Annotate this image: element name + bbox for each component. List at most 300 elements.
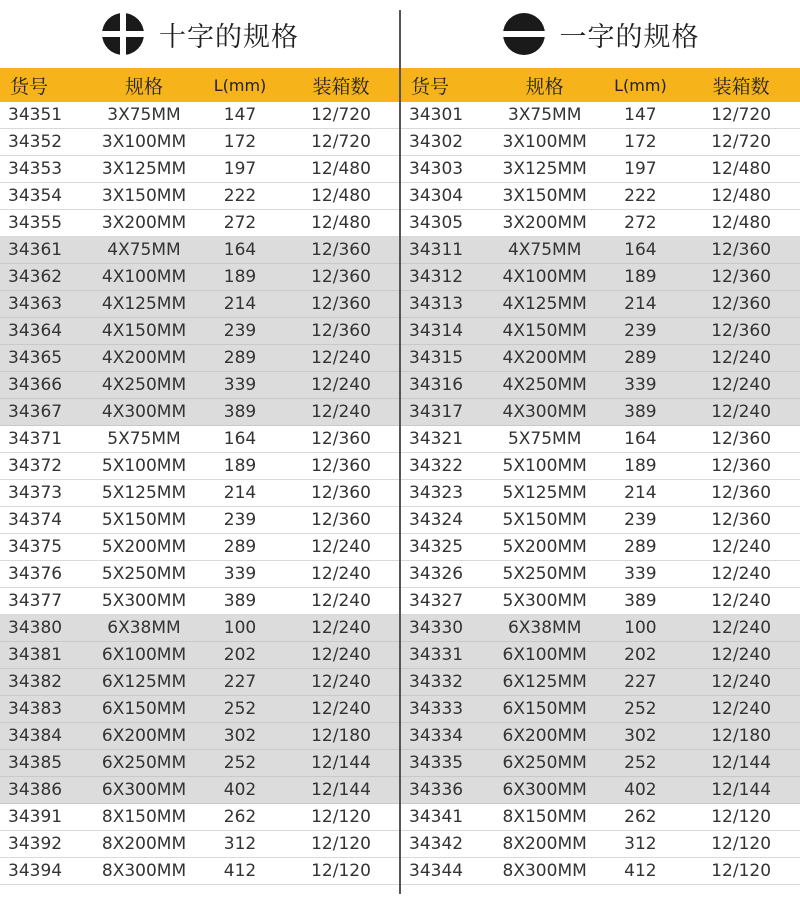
item-no-cell: 34323 (409, 483, 464, 503)
item-no-cell: 34324 (409, 510, 464, 530)
length-cell: 252 (624, 753, 657, 773)
item-no-cell: 34322 (409, 456, 464, 476)
length-cell: 402 (223, 780, 257, 800)
item-no-cell: 34381 (8, 645, 63, 665)
table-row (401, 345, 800, 372)
item-no-cell: 34336 (409, 780, 464, 800)
item-no-cell: 34332 (409, 672, 464, 692)
table-row (0, 237, 400, 264)
item-no-cell: 34312 (409, 267, 464, 287)
spec-cell: 6X150MM (502, 699, 587, 719)
table-row (401, 102, 800, 129)
carton-qty-cell: 12/240 (711, 618, 772, 638)
carton-qty-cell: 12/240 (711, 564, 772, 584)
length-cell: 214 (624, 294, 657, 314)
table-row (0, 480, 400, 507)
item-no-cell: 34341 (409, 807, 464, 827)
item-no-cell: 34362 (8, 267, 63, 287)
table-row (0, 723, 400, 750)
carton-qty-cell: 12/360 (311, 240, 371, 260)
spec-cell: 6X250MM (101, 753, 187, 773)
item-no-cell: 34392 (8, 834, 63, 854)
length-cell: 214 (223, 294, 257, 314)
item-no-cell: 34305 (409, 213, 464, 233)
item-no-cell: 34372 (8, 456, 63, 476)
spec-cell: 8X200MM (101, 834, 187, 854)
spec-cell: 6X250MM (502, 753, 587, 773)
slotted-panel (401, 0, 800, 904)
item-no-cell: 34383 (8, 699, 63, 719)
table-row (401, 669, 800, 696)
table-row (401, 183, 800, 210)
item-no-cell: 34373 (8, 483, 63, 503)
table-row (401, 615, 800, 642)
length-cell: 202 (624, 645, 657, 665)
length-cell: 412 (223, 861, 257, 881)
carton-qty-cell: 12/240 (311, 564, 371, 584)
carton-qty-cell: 12/360 (711, 267, 772, 287)
spec-cell: 4X300MM (502, 402, 587, 422)
spec-cell: 5X200MM (502, 537, 587, 557)
length-cell: 272 (223, 213, 257, 233)
table-row (0, 210, 400, 237)
carton-qty-cell: 12/240 (711, 645, 772, 665)
table-row (401, 831, 800, 858)
carton-qty-cell: 12/120 (711, 834, 772, 854)
table-row (401, 480, 800, 507)
item-no-cell: 34367 (8, 402, 63, 422)
spec-cell: 4X250MM (502, 375, 587, 395)
carton-qty-cell: 12/240 (311, 645, 371, 665)
length-cell: 262 (223, 807, 257, 827)
spec-cell: 3X200MM (502, 213, 587, 233)
table-row (0, 453, 400, 480)
carton-qty-cell: 12/360 (311, 267, 371, 287)
table-row (401, 318, 800, 345)
item-no-cell: 34375 (8, 537, 63, 557)
table-row (401, 588, 800, 615)
table-row (0, 345, 400, 372)
carton-qty-cell: 12/240 (311, 618, 371, 638)
spec-cell: 4X250MM (101, 375, 187, 395)
carton-qty-cell: 12/240 (311, 375, 371, 395)
item-no-cell: 34382 (8, 672, 63, 692)
carton-qty-cell: 12/480 (711, 213, 772, 233)
carton-qty-cell: 12/360 (311, 456, 371, 476)
length-cell: 239 (624, 510, 657, 530)
item-no-cell: 34304 (409, 186, 464, 206)
length-cell: 189 (223, 267, 257, 287)
length-cell: 312 (624, 834, 657, 854)
spec-cell: 6X125MM (502, 672, 587, 692)
table-row (0, 183, 400, 210)
length-cell: 289 (223, 348, 257, 368)
spec-cell: 4X200MM (101, 348, 187, 368)
item-no-cell: 34302 (409, 132, 464, 152)
carton-qty-cell: 12/360 (711, 510, 772, 530)
spec-cell: 3X200MM (101, 213, 187, 233)
carton-qty-cell: 12/144 (311, 780, 371, 800)
spec-cell: 6X38MM (107, 618, 181, 638)
spec-cell: 3X150MM (502, 186, 587, 206)
spec-cell: 8X150MM (101, 807, 187, 827)
carton-qty-cell: 12/360 (711, 456, 772, 476)
item-no-cell: 34371 (8, 429, 63, 449)
table-row (0, 804, 400, 831)
length-cell: 222 (223, 186, 257, 206)
length-cell: 302 (624, 726, 657, 746)
carton-qty-cell: 12/144 (311, 753, 371, 773)
table-row (0, 777, 400, 804)
length-cell: 239 (223, 510, 257, 530)
spec-cell: 5X75MM (507, 429, 582, 449)
length-cell: 164 (223, 240, 257, 260)
table-row (401, 210, 800, 237)
length-cell: 147 (223, 105, 257, 125)
table-row (401, 507, 800, 534)
carton-qty-cell: 12/120 (711, 807, 772, 827)
spec-cell: 4X150MM (502, 321, 587, 341)
table-row (401, 750, 800, 777)
phillips-table-header (0, 68, 400, 102)
spec-cell: 4X200MM (502, 348, 587, 368)
table-row (0, 696, 400, 723)
table-row (0, 291, 400, 318)
table-row (401, 642, 800, 669)
spec-cell: 5X125MM (502, 483, 587, 503)
item-no-cell: 34386 (8, 780, 63, 800)
item-no-cell: 34317 (409, 402, 464, 422)
spec-cell: 6X200MM (502, 726, 587, 746)
carton-qty-cell: 12/360 (311, 510, 371, 530)
slotted-table-body (401, 102, 800, 885)
length-cell: 147 (624, 105, 657, 125)
table-row (0, 264, 400, 291)
item-no-cell: 34314 (409, 321, 464, 341)
item-no-cell: 34313 (409, 294, 464, 314)
item-no-cell: 34384 (8, 726, 63, 746)
table-row (0, 129, 400, 156)
length-cell: 202 (223, 645, 257, 665)
spec-cell: 5X125MM (101, 483, 187, 503)
item-no-cell: 34353 (8, 159, 63, 179)
spec-cell: 5X200MM (101, 537, 187, 557)
table-row (401, 534, 800, 561)
item-no-cell: 34374 (8, 510, 63, 530)
carton-qty-cell: 12/360 (311, 483, 371, 503)
table-row (401, 291, 800, 318)
spec-cell: 6X125MM (101, 672, 187, 692)
spec-cell: 5X300MM (101, 591, 187, 611)
table-row (401, 237, 800, 264)
table-row (0, 669, 400, 696)
table-row (401, 129, 800, 156)
header-spec: 规格 (124, 75, 163, 98)
table-row (401, 804, 800, 831)
item-no-cell: 34331 (409, 645, 464, 665)
spec-cell: 4X100MM (101, 267, 187, 287)
table-row (0, 426, 400, 453)
length-cell: 100 (223, 618, 257, 638)
header-item-no: 货号 (411, 75, 450, 98)
spec-cell: 8X200MM (502, 834, 587, 854)
spec-cell: 8X300MM (502, 861, 587, 881)
carton-qty-cell: 12/240 (711, 591, 772, 611)
item-no-cell: 34363 (8, 294, 63, 314)
item-no-cell: 34311 (409, 240, 464, 260)
length-cell: 289 (624, 537, 657, 557)
carton-qty-cell: 12/120 (311, 834, 371, 854)
carton-qty-cell: 12/144 (711, 780, 772, 800)
item-no-cell: 34351 (8, 105, 63, 125)
carton-qty-cell: 12/480 (311, 186, 371, 206)
item-no-cell: 34355 (8, 213, 63, 233)
carton-qty-cell: 12/480 (311, 159, 371, 179)
spec-cell: 3X100MM (101, 132, 187, 152)
length-cell: 189 (624, 267, 657, 287)
spec-cell: 6X150MM (101, 699, 187, 719)
item-no-cell: 34321 (409, 429, 464, 449)
length-cell: 227 (223, 672, 257, 692)
spec-cell: 5X150MM (101, 510, 187, 530)
length-cell: 339 (223, 375, 257, 395)
length-cell: 189 (624, 456, 657, 476)
length-cell: 214 (624, 483, 657, 503)
table-row (401, 723, 800, 750)
spec-cell: 3X150MM (101, 186, 187, 206)
carton-qty-cell: 12/360 (311, 294, 371, 314)
spec-cell: 3X75MM (507, 105, 582, 125)
table-row (401, 858, 800, 885)
length-cell: 339 (624, 375, 657, 395)
phillips-title: 十字的规格 (159, 21, 299, 53)
header-carton-qty: 装箱数 (312, 75, 370, 98)
item-no-cell: 34303 (409, 159, 464, 179)
length-cell: 289 (223, 537, 257, 557)
item-no-cell: 34327 (409, 591, 464, 611)
item-no-cell: 34365 (8, 348, 63, 368)
slotted-title-bar (401, 0, 800, 68)
table-row (0, 507, 400, 534)
carton-qty-cell: 12/360 (711, 483, 772, 503)
table-row (0, 588, 400, 615)
item-no-cell: 34333 (409, 699, 464, 719)
item-no-cell: 34301 (409, 105, 464, 125)
length-cell: 252 (624, 699, 657, 719)
spec-cell: 6X38MM (507, 618, 582, 638)
length-cell: 262 (624, 807, 657, 827)
spec-cell: 8X300MM (101, 861, 187, 881)
spec-cell: 4X125MM (502, 294, 587, 314)
carton-qty-cell: 12/480 (711, 186, 772, 206)
item-no-cell: 34325 (409, 537, 464, 557)
header-item-no: 货号 (10, 75, 49, 98)
carton-qty-cell: 12/720 (711, 132, 772, 152)
slotted-head-icon (502, 12, 546, 56)
table-row (401, 399, 800, 426)
header-length: L(mm) (614, 75, 667, 95)
table-row (401, 453, 800, 480)
length-cell: 389 (223, 402, 257, 422)
spec-cell: 5X150MM (502, 510, 587, 530)
item-no-cell: 34326 (409, 564, 464, 584)
phillips-head-icon (101, 12, 145, 56)
slotted-table-header (401, 68, 800, 102)
table-row (0, 561, 400, 588)
carton-qty-cell: 12/240 (711, 402, 772, 422)
spec-cell: 3X75MM (107, 105, 181, 125)
table-row (0, 534, 400, 561)
carton-qty-cell: 12/120 (711, 861, 772, 881)
table-row (401, 696, 800, 723)
table-row (0, 750, 400, 777)
spec-cell: 5X250MM (502, 564, 587, 584)
length-cell: 100 (624, 618, 657, 638)
carton-qty-cell: 12/720 (711, 105, 772, 125)
length-cell: 272 (624, 213, 657, 233)
item-no-cell: 34354 (8, 186, 63, 206)
length-cell: 214 (223, 483, 257, 503)
table-row (401, 372, 800, 399)
item-no-cell: 34334 (409, 726, 464, 746)
length-cell: 239 (223, 321, 257, 341)
item-no-cell: 34380 (8, 618, 63, 638)
item-no-cell: 34342 (409, 834, 464, 854)
length-cell: 172 (624, 132, 657, 152)
spec-cell: 4X75MM (107, 240, 181, 260)
table-row (401, 777, 800, 804)
length-cell: 289 (624, 348, 657, 368)
spec-cell: 5X300MM (502, 591, 587, 611)
length-cell: 197 (624, 159, 657, 179)
length-cell: 189 (223, 456, 257, 476)
table-row (0, 642, 400, 669)
carton-qty-cell: 12/720 (311, 105, 371, 125)
carton-qty-cell: 12/240 (311, 699, 371, 719)
carton-qty-cell: 12/240 (711, 348, 772, 368)
spec-cell: 5X100MM (101, 456, 187, 476)
carton-qty-cell: 12/144 (711, 753, 772, 773)
carton-qty-cell: 12/360 (311, 321, 371, 341)
item-no-cell: 34394 (8, 861, 63, 881)
carton-qty-cell: 12/360 (711, 240, 772, 260)
length-cell: 302 (223, 726, 257, 746)
carton-qty-cell: 12/360 (311, 429, 371, 449)
spec-cell: 5X100MM (502, 456, 587, 476)
spec-cell: 8X150MM (502, 807, 587, 827)
item-no-cell: 34330 (409, 618, 464, 638)
table-row (0, 156, 400, 183)
carton-qty-cell: 12/720 (311, 132, 371, 152)
length-cell: 412 (624, 861, 657, 881)
table-row (401, 156, 800, 183)
item-no-cell: 34315 (409, 348, 464, 368)
length-cell: 312 (223, 834, 257, 854)
header-length: L(mm) (213, 75, 267, 95)
length-cell: 339 (624, 564, 657, 584)
length-cell: 164 (624, 240, 657, 260)
carton-qty-cell: 12/120 (311, 861, 371, 881)
phillips-table-body (0, 102, 400, 885)
item-no-cell: 34316 (409, 375, 464, 395)
item-no-cell: 34376 (8, 564, 63, 584)
item-no-cell: 34335 (409, 753, 464, 773)
table-row (0, 615, 400, 642)
length-cell: 164 (223, 429, 257, 449)
length-cell: 252 (223, 699, 257, 719)
table-row (0, 399, 400, 426)
item-no-cell: 34344 (409, 861, 464, 881)
length-cell: 389 (624, 402, 657, 422)
spec-cell: 4X300MM (101, 402, 187, 422)
item-no-cell: 34361 (8, 240, 63, 260)
length-cell: 227 (624, 672, 657, 692)
spec-cell: 6X200MM (101, 726, 187, 746)
length-cell: 239 (624, 321, 657, 341)
length-cell: 172 (223, 132, 257, 152)
table-row (401, 426, 800, 453)
carton-qty-cell: 12/240 (711, 537, 772, 557)
item-no-cell: 34385 (8, 753, 63, 773)
item-no-cell: 34364 (8, 321, 63, 341)
carton-qty-cell: 12/240 (311, 537, 371, 557)
spec-cell: 5X250MM (101, 564, 187, 584)
carton-qty-cell: 12/240 (711, 699, 772, 719)
carton-qty-cell: 12/360 (711, 294, 772, 314)
spec-cell: 6X100MM (101, 645, 187, 665)
carton-qty-cell: 12/240 (311, 591, 371, 611)
carton-qty-cell: 12/240 (711, 375, 772, 395)
carton-qty-cell: 12/360 (711, 429, 772, 449)
item-no-cell: 34391 (8, 807, 63, 827)
carton-qty-cell: 12/240 (311, 672, 371, 692)
carton-qty-cell: 12/240 (311, 348, 371, 368)
spec-cell: 5X75MM (107, 429, 181, 449)
length-cell: 402 (624, 780, 657, 800)
phillips-title-bar (0, 0, 400, 68)
length-cell: 252 (223, 753, 257, 773)
length-cell: 389 (223, 591, 257, 611)
carton-qty-cell: 12/240 (311, 402, 371, 422)
table-row (0, 858, 400, 885)
spec-cell: 3X125MM (101, 159, 187, 179)
item-no-cell: 34366 (8, 375, 63, 395)
spec-cell: 4X150MM (101, 321, 187, 341)
length-cell: 197 (223, 159, 257, 179)
carton-qty-cell: 12/360 (711, 321, 772, 341)
spec-cell: 3X125MM (502, 159, 587, 179)
carton-qty-cell: 12/180 (311, 726, 371, 746)
slotted-title: 一字的规格 (559, 21, 700, 53)
table-row (0, 831, 400, 858)
table-row (0, 102, 400, 129)
spec-cell: 4X75MM (507, 240, 582, 260)
length-cell: 389 (624, 591, 657, 611)
carton-qty-cell: 12/180 (711, 726, 772, 746)
length-cell: 222 (624, 186, 657, 206)
table-row (401, 264, 800, 291)
carton-qty-cell: 12/240 (711, 672, 772, 692)
length-cell: 164 (624, 429, 657, 449)
spec-cell: 4X100MM (502, 267, 587, 287)
carton-qty-cell: 12/480 (711, 159, 772, 179)
carton-qty-cell: 12/480 (311, 213, 371, 233)
length-cell: 339 (223, 564, 257, 584)
spec-cell: 4X125MM (101, 294, 187, 314)
header-carton-qty: 装箱数 (712, 75, 770, 98)
spec-cell: 6X300MM (502, 780, 587, 800)
item-no-cell: 34352 (8, 132, 63, 152)
